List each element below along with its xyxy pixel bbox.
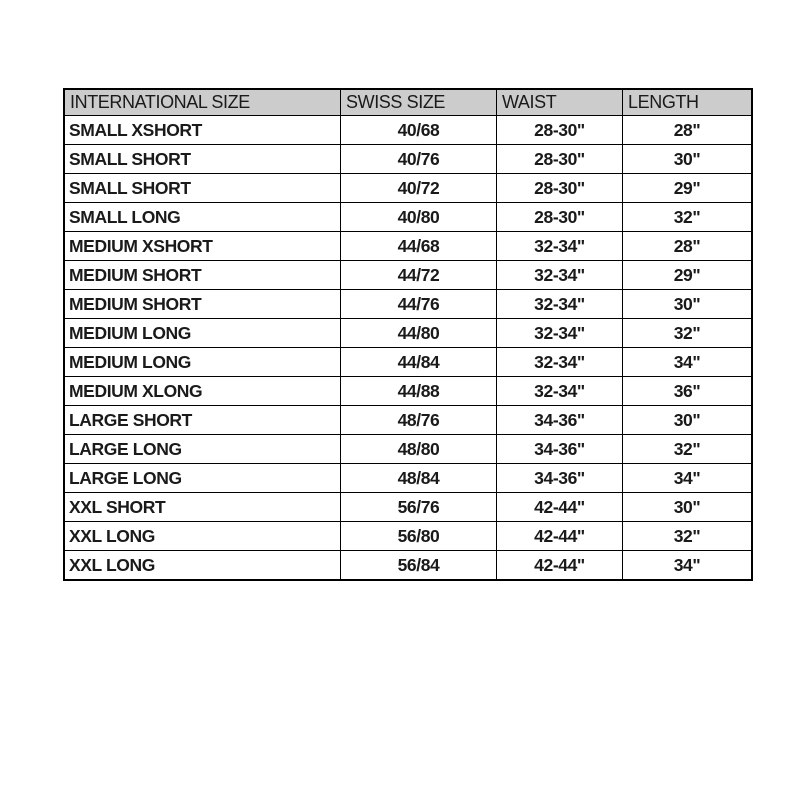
cell-swiss-size: 48/80 [341, 435, 497, 464]
cell-international-size: LARGE LONG [64, 435, 341, 464]
cell-length: 32" [623, 435, 753, 464]
cell-swiss-size: 44/68 [341, 232, 497, 261]
table-row [64, 116, 752, 145]
cell-international-size: MEDIUM SHORT [64, 261, 341, 290]
cell-waist: 32-34" [497, 232, 623, 261]
header-swiss-size: SWISS SIZE [341, 89, 497, 116]
cell-swiss-size: 48/76 [341, 406, 497, 435]
table-row [64, 348, 752, 377]
cell-length: 32" [623, 522, 753, 551]
cell-swiss-size: 56/76 [341, 493, 497, 522]
cell-waist: 34-36" [497, 464, 623, 493]
size-chart-table [63, 88, 753, 581]
cell-length: 29" [623, 174, 753, 203]
cell-waist: 42-44" [497, 551, 623, 581]
table-row [64, 319, 752, 348]
table-row [64, 174, 752, 203]
header-waist: WAIST [497, 89, 623, 116]
table-row [64, 203, 752, 232]
cell-waist: 32-34" [497, 348, 623, 377]
cell-international-size: LARGE LONG [64, 464, 341, 493]
cell-swiss-size: 40/80 [341, 203, 497, 232]
cell-international-size: MEDIUM XLONG [64, 377, 341, 406]
cell-international-size: XXL LONG [64, 522, 341, 551]
cell-waist: 32-34" [497, 261, 623, 290]
cell-swiss-size: 44/84 [341, 348, 497, 377]
cell-waist: 42-44" [497, 522, 623, 551]
cell-swiss-size: 40/68 [341, 116, 497, 145]
cell-swiss-size: 48/84 [341, 464, 497, 493]
cell-waist: 32-34" [497, 290, 623, 319]
cell-international-size: MEDIUM LONG [64, 348, 341, 377]
cell-swiss-size: 40/72 [341, 174, 497, 203]
cell-international-size: XXL LONG [64, 551, 341, 581]
cell-length: 28" [623, 116, 753, 145]
cell-length: 36" [623, 377, 753, 406]
cell-waist: 42-44" [497, 493, 623, 522]
cell-international-size: SMALL LONG [64, 203, 341, 232]
cell-waist: 28-30" [497, 203, 623, 232]
table-row [64, 406, 752, 435]
cell-international-size: MEDIUM LONG [64, 319, 341, 348]
cell-swiss-size: 40/76 [341, 145, 497, 174]
cell-swiss-size: 44/88 [341, 377, 497, 406]
cell-swiss-size: 44/72 [341, 261, 497, 290]
cell-international-size: MEDIUM SHORT [64, 290, 341, 319]
cell-length: 30" [623, 145, 753, 174]
cell-waist: 28-30" [497, 145, 623, 174]
header-length: LENGTH [623, 89, 753, 116]
cell-length: 30" [623, 493, 753, 522]
cell-length: 32" [623, 203, 753, 232]
cell-length: 32" [623, 319, 753, 348]
cell-length: 34" [623, 464, 753, 493]
cell-swiss-size: 56/80 [341, 522, 497, 551]
cell-length: 34" [623, 348, 753, 377]
table-row [64, 522, 752, 551]
cell-waist: 28-30" [497, 116, 623, 145]
table-row [64, 435, 752, 464]
cell-waist: 32-34" [497, 377, 623, 406]
header-row [64, 89, 752, 116]
cell-international-size: MEDIUM XSHORT [64, 232, 341, 261]
cell-international-size: SMALL SHORT [64, 174, 341, 203]
cell-swiss-size: 44/80 [341, 319, 497, 348]
cell-swiss-size: 44/76 [341, 290, 497, 319]
cell-waist: 32-34" [497, 319, 623, 348]
table-row [64, 377, 752, 406]
table-row [64, 290, 752, 319]
table-row [64, 261, 752, 290]
table-row [64, 551, 752, 581]
table-row [64, 493, 752, 522]
cell-length: 30" [623, 290, 753, 319]
cell-length: 29" [623, 261, 753, 290]
table-row [64, 145, 752, 174]
cell-length: 34" [623, 551, 753, 581]
cell-length: 28" [623, 232, 753, 261]
table-row [64, 232, 752, 261]
cell-international-size: XXL SHORT [64, 493, 341, 522]
cell-swiss-size: 56/84 [341, 551, 497, 581]
table-header [64, 89, 752, 116]
cell-international-size: SMALL SHORT [64, 145, 341, 174]
cell-waist: 34-36" [497, 406, 623, 435]
header-international-size: INTERNATIONAL SIZE [64, 89, 341, 116]
cell-length: 30" [623, 406, 753, 435]
cell-international-size: SMALL XSHORT [64, 116, 341, 145]
table-body [64, 116, 752, 581]
cell-international-size: LARGE SHORT [64, 406, 341, 435]
cell-waist: 28-30" [497, 174, 623, 203]
table-row [64, 464, 752, 493]
cell-waist: 34-36" [497, 435, 623, 464]
